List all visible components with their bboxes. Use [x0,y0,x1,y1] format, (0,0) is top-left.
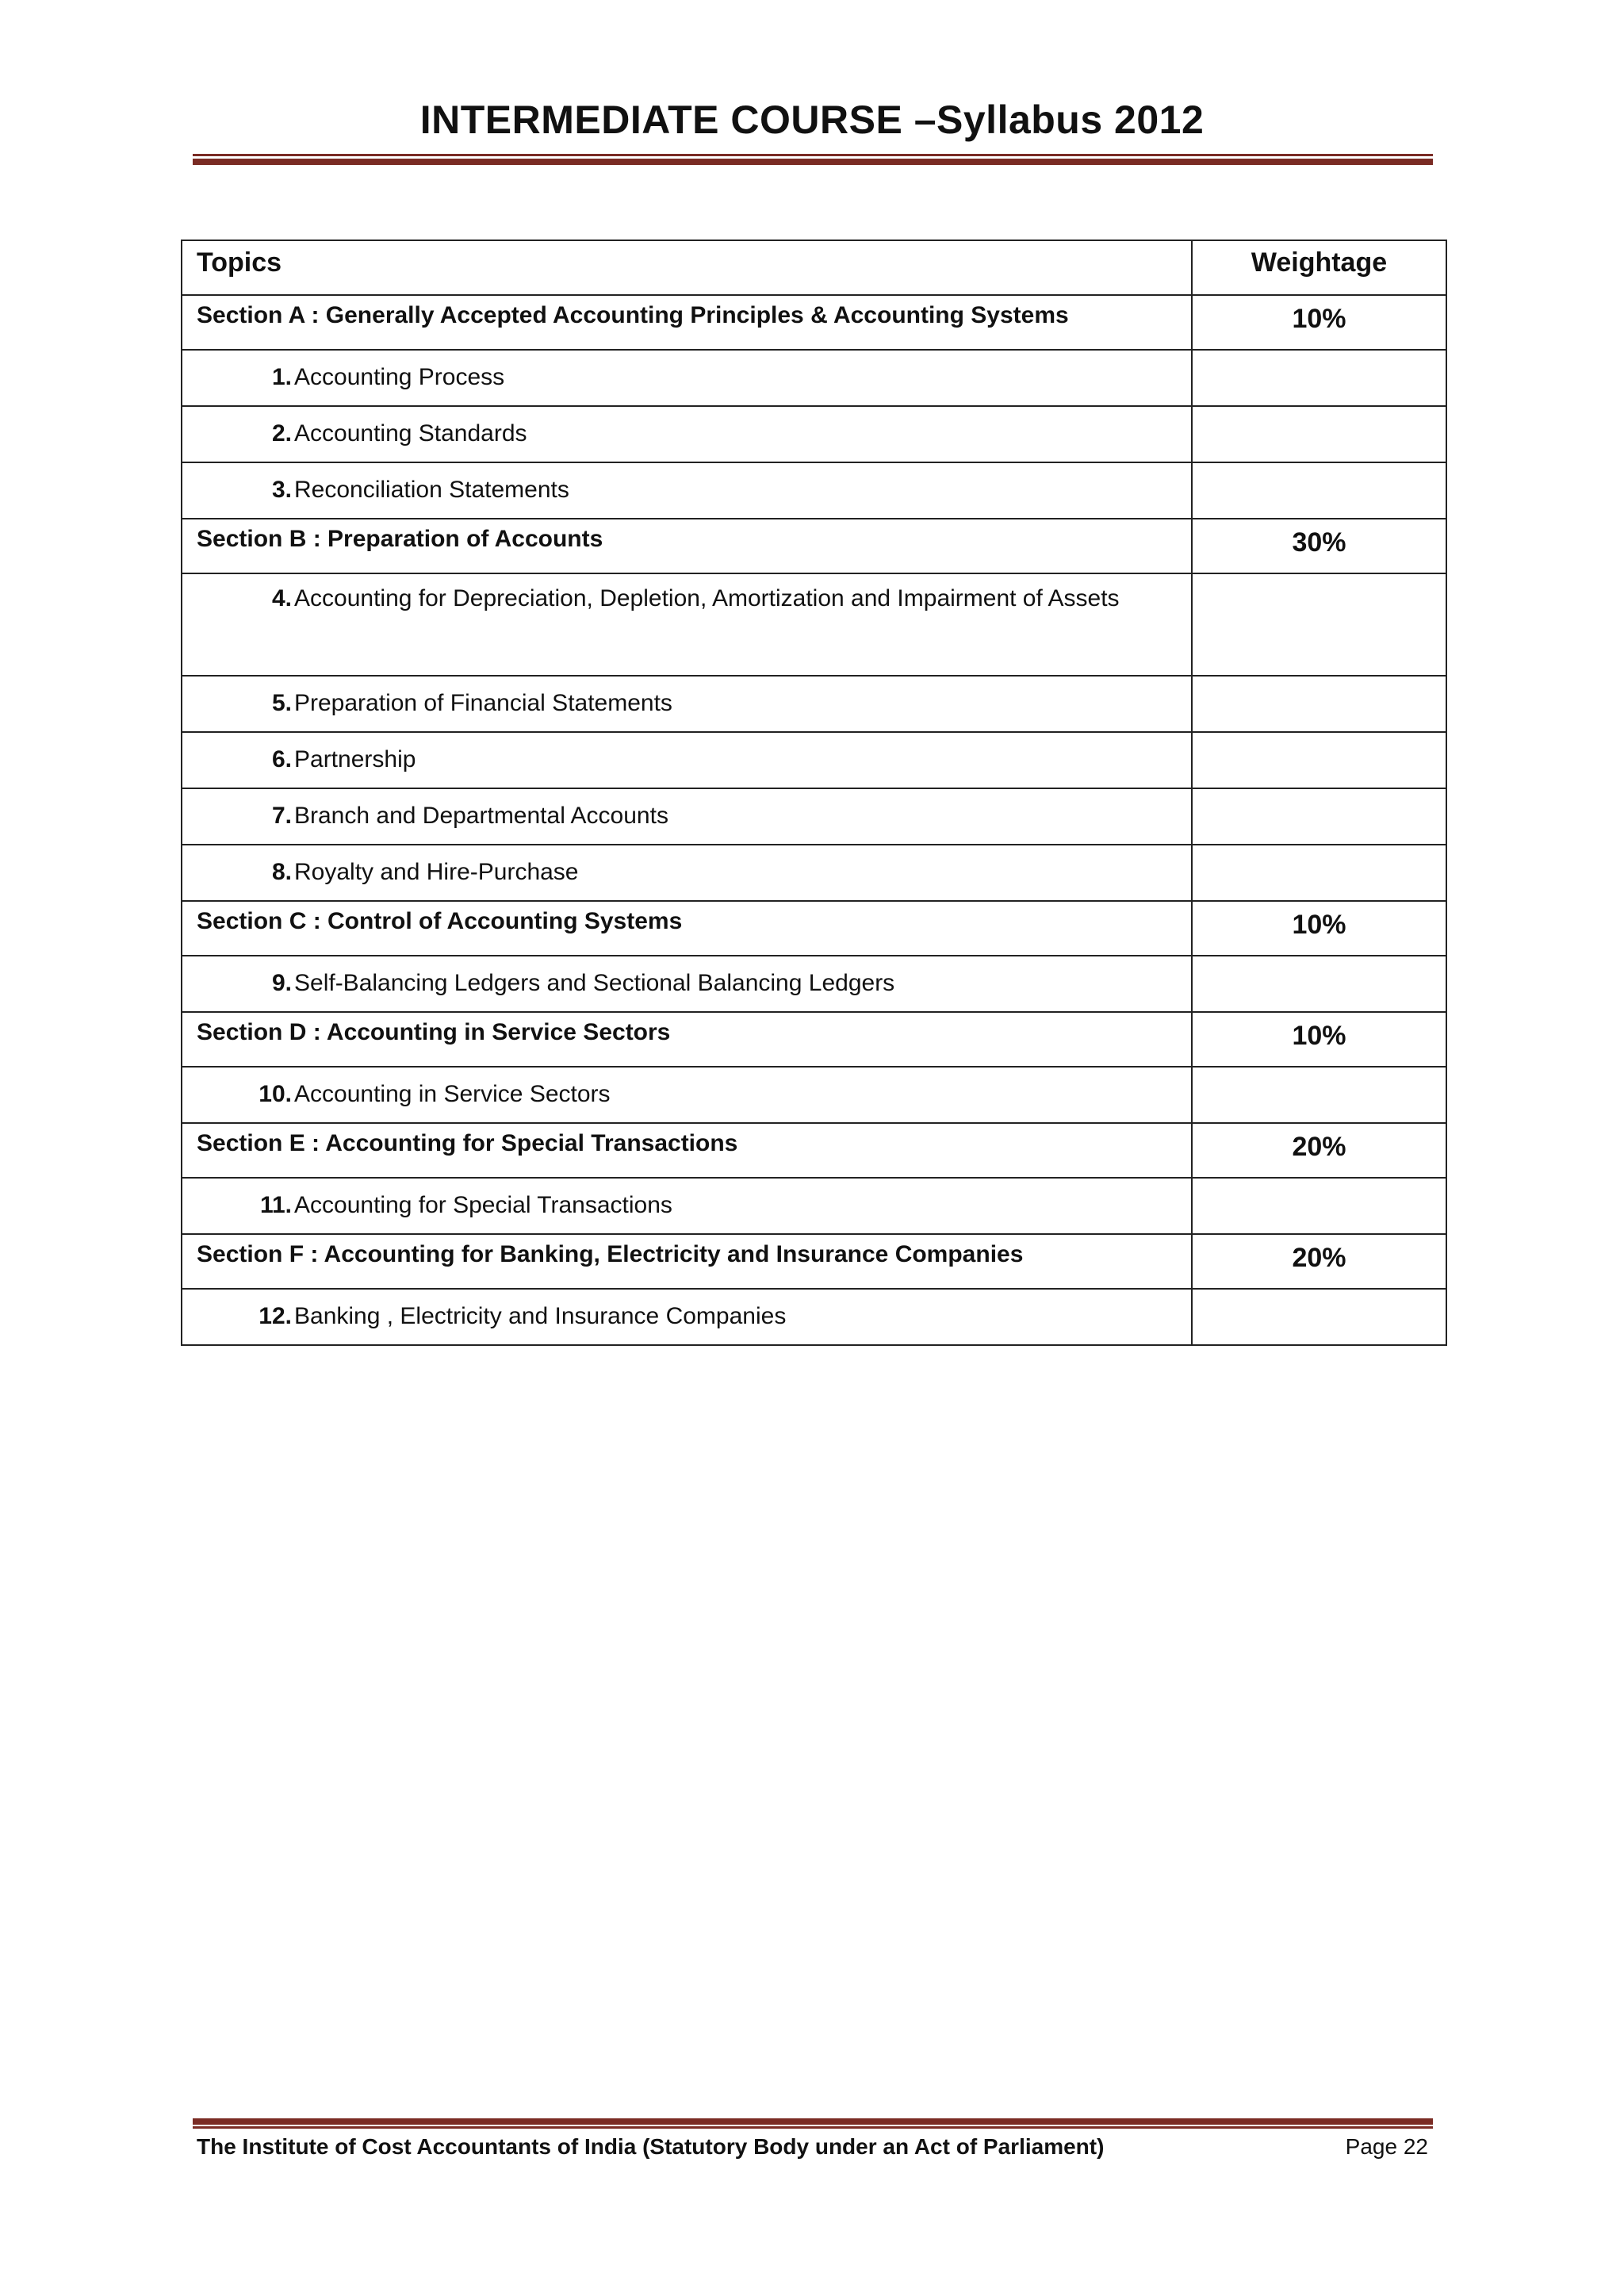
topic-cell [182,1289,1192,1345]
footer-institute: The Institute of Cost Accountants of India (Statutory Body under an Act of Parliament) [197,2134,1105,2159]
section-weightage: 30% [1192,519,1446,573]
topic-title: Accounting for Depreciation, Depletion, Amortization and Impairment of Assets [294,585,1120,611]
topic-number: 11. [259,1192,292,1218]
topic-cell [182,462,1192,519]
topic-cell [182,676,1192,732]
topic-title: Accounting for Special Transactions [294,1192,672,1218]
topic-row [182,1289,1446,1345]
table-header-row [182,240,1446,295]
topic-cell [182,406,1192,462]
topic-title: Accounting in Service Sectors [294,1081,611,1107]
footer-page-number: Page 22 [1345,2134,1428,2159]
topic-title: Partnership [294,746,416,772]
page-header-title: INTERMEDIATE COURSE –Syllabus 2012 [419,98,1205,142]
topic-row [182,788,1446,845]
topic-title: Royalty and Hire-Purchase [294,859,579,885]
topic-cell [182,1178,1192,1234]
topic-weightage-empty [1192,1289,1446,1345]
section-title: Section C : Control of Accounting Systems [182,901,1192,956]
topic-number: 9. [271,970,292,996]
topic-weightage-empty [1192,732,1446,788]
topic-title: Accounting Process [294,364,505,390]
topic-weightage-empty [1192,350,1446,406]
topic-number: 6. [271,746,292,772]
section-row [182,1123,1446,1178]
section-title: Section E : Accounting for Special Transactions [182,1123,1192,1178]
topic-number: 3. [271,477,292,503]
topic-row [182,350,1446,406]
section-row [182,901,1446,956]
section-title: Section A : Generally Accepted Accounting Principles & Accounting Systems [182,295,1192,350]
topic-number: 7. [271,803,292,829]
section-row [182,519,1446,573]
topic-number: 10. [259,1081,292,1107]
topic-weightage-empty [1192,462,1446,519]
topic-row [182,732,1446,788]
topic-number: 8. [271,859,292,885]
topic-number: 12. [259,1303,292,1329]
footer-rule-thick [193,2118,1433,2125]
topic-title: Branch and Departmental Accounts [294,803,668,829]
topic-weightage-empty [1192,1178,1446,1234]
topic-row [182,676,1446,732]
topic-row [182,462,1446,519]
topic-weightage-empty [1192,788,1446,845]
header-rule-thick [193,159,1433,165]
header-weightage: Weightage [1192,240,1446,295]
section-weightage: 20% [1192,1234,1446,1289]
topic-cell [182,956,1192,1012]
syllabus-table [181,240,1447,1346]
topic-weightage-empty [1192,956,1446,1012]
topic-title: Banking , Electricity and Insurance Companies [294,1303,787,1329]
section-title: Section B : Preparation of Accounts [182,519,1192,573]
topic-title: Preparation of Financial Statements [294,690,672,716]
topic-number: 2. [271,420,292,447]
section-weightage: 10% [1192,1012,1446,1067]
section-title: Section D : Accounting in Service Sectors [182,1012,1192,1067]
topic-row [182,1178,1446,1234]
topic-row [182,845,1446,901]
header-rule-thin [193,154,1433,156]
topic-weightage-empty [1192,845,1446,901]
section-title: Section F : Accounting for Banking, Electricity and Insurance Companies [182,1234,1192,1289]
header-topics: Topics [182,240,1192,295]
topic-row [182,956,1446,1012]
footer-rule-thin [193,2126,1433,2129]
topic-cell [182,732,1192,788]
topic-weightage-empty [1192,406,1446,462]
topic-cell [182,845,1192,901]
topic-number: 5. [271,690,292,716]
topic-number: 1. [271,364,292,390]
topic-cell [182,788,1192,845]
topic-cell [182,1067,1192,1123]
section-weightage: 20% [1192,1123,1446,1178]
topic-row [182,406,1446,462]
section-weightage: 10% [1192,295,1446,350]
section-row [182,1234,1446,1289]
section-weightage: 10% [1192,901,1446,956]
topic-title: Self-Balancing Ledgers and Sectional Balancing Ledgers [294,970,895,996]
topic-title: Accounting Standards [294,420,527,447]
section-row [182,295,1446,350]
topic-cell [182,573,1192,676]
topic-weightage-empty [1192,573,1446,676]
topic-row [182,1067,1446,1123]
topic-row [182,573,1446,676]
topic-number: 4. [271,585,292,611]
topic-cell [182,350,1192,406]
section-row [182,1012,1446,1067]
topic-weightage-empty [1192,676,1446,732]
topic-weightage-empty [1192,1067,1446,1123]
topic-title: Reconciliation Statements [294,477,569,503]
